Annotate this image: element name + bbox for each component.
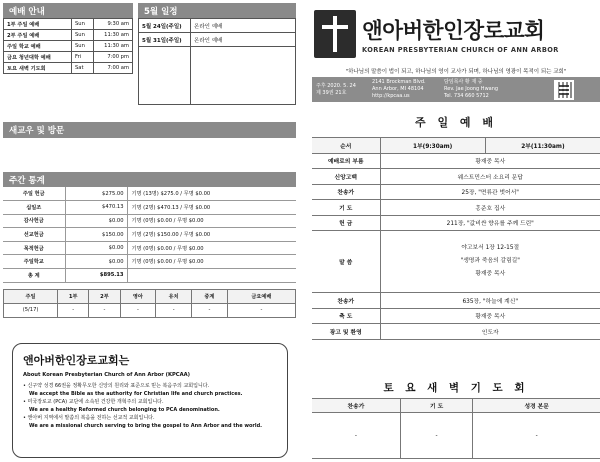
service-row <box>312 324 600 340</box>
service-row <box>312 215 600 231</box>
worship-time: 7:00 am <box>94 63 133 74</box>
attendance-value: - <box>156 303 192 317</box>
attendance-value: - <box>58 303 89 317</box>
about-item <box>23 382 277 398</box>
schedule-desc: 온라인 예배 <box>191 33 296 47</box>
worship-table <box>3 18 133 74</box>
schedule-row <box>139 33 296 47</box>
about-item-en: We are a missional church serving to bring the gospel to Ann Arbor and the world. <box>29 423 263 429</box>
worship-row <box>4 19 133 30</box>
offering-category: 주일 헌금 <box>3 187 65 201</box>
service-item-value: 인도자 <box>380 324 600 340</box>
sermon-passage: 야고보서 1장 12-15절 <box>461 245 520 251</box>
service-order-label: 순서 <box>312 138 380 154</box>
offering-category: 감사헌금 <box>3 214 65 228</box>
offering-amount: $470.13 <box>65 201 127 215</box>
newcomer-header: 새교우 및 방문 <box>3 122 296 138</box>
address-line: Ann Arbor, MI 48104 <box>372 86 424 92</box>
dawn-value: - <box>400 413 473 459</box>
offering-detail: 기명 (0명) $0.00 / 무명 $0.00 <box>127 241 296 255</box>
offering-row <box>3 187 296 201</box>
offering-category: 십일조 <box>3 201 65 215</box>
worship-time: 11:30 am <box>94 41 133 52</box>
attendance-col: 중계 <box>192 289 228 303</box>
sermon-preacher: 황재중 목사 <box>475 271 506 277</box>
service-row <box>312 169 600 185</box>
offering-detail: 기명 (2명) $470.13 / 무명 $0.00 <box>127 201 296 215</box>
schedule-desc: 온라인 예배 <box>191 19 296 33</box>
offering-detail: 기명 (0명) $0.00 / 무명 $0.00 <box>127 255 296 269</box>
church-name-korean: 앤아버한인장로교회 <box>362 19 545 44</box>
worship-name: 토요 새벽 기도회 <box>4 63 72 74</box>
bulletin-date <box>316 83 372 97</box>
schedule-date: 5월 24일(주일) <box>139 19 191 33</box>
service-item-label: 축 도 <box>312 308 380 324</box>
offering-total-amount: $895.13 <box>65 269 127 283</box>
sunday-service-title: 주 일 예 배 <box>415 116 497 129</box>
church-name-english: KOREAN PRESBYTERIAN CHURCH OF ANN ARBOR <box>362 46 559 54</box>
bulletin-date-line: 주후 2020. 5. 24 <box>316 82 356 89</box>
service-item-label: 찬송가 <box>312 293 380 309</box>
worship-time: 7:00 pm <box>94 52 133 63</box>
service-item-value: 25장, "면류관 벗어서" <box>380 184 600 200</box>
service-row <box>312 184 600 200</box>
service-item-value: 황재중 목사 <box>380 153 600 169</box>
worship-time: 9:30 am <box>94 19 133 30</box>
service-row <box>312 153 600 169</box>
service-item-label: 광고 및 환영 <box>312 324 380 340</box>
offering-row <box>3 255 296 269</box>
schedule-row <box>139 19 296 33</box>
offering-total-label: 총 계 <box>3 269 65 283</box>
right-column <box>304 0 600 462</box>
worship-day: Fri <box>72 52 94 63</box>
service-item-value: 황재중 목사 <box>380 308 600 324</box>
worship-row <box>4 52 133 63</box>
saturday-dawn-prayer-title: 토 요 새 벽 기 도 회 <box>383 382 529 394</box>
offering-detail: 기명 (2명) $150.00 / 무명 $0.00 <box>127 228 296 242</box>
dawn-value: - <box>312 413 400 459</box>
pastor-name-kr: 담임목사 황 재 중 <box>444 79 483 85</box>
sermon-title: "생명과 죽음의 갈림길" <box>460 258 520 264</box>
offering-category: 목적헌금 <box>3 241 65 255</box>
offering-category: 주일학교 <box>3 255 65 269</box>
attendance-value: - <box>120 303 156 317</box>
offering-row <box>3 241 296 255</box>
dawn-value: - <box>473 413 600 459</box>
worship-day: Sun <box>72 41 94 52</box>
worship-day: Sun <box>72 19 94 30</box>
about-title: 앤아버한인장로교회는 <box>23 354 130 367</box>
service-row <box>312 293 600 309</box>
attendance-value: - <box>227 303 295 317</box>
dawn-col: 찬송가 <box>312 399 400 413</box>
service-second-header: 2부(11:30am) <box>485 138 600 154</box>
church-motto: "하나님의 말씀이 법이 되고, 하나님의 영이 교사가 되며, 하나님의 영광이 목적이 되는 교회" <box>345 69 567 75</box>
service-item-label: 예배로의 부름 <box>312 153 380 169</box>
dawn-prayer-table <box>312 398 600 459</box>
weekly-stats <box>3 172 296 318</box>
schedule-row-empty <box>139 47 296 105</box>
schedule-header: 5월 일정 <box>138 3 296 18</box>
worship-name: 금요 청년대학 예배 <box>4 52 72 63</box>
about-item-en: We accept the Bible as the authority for Christian life and church practices. <box>29 391 243 397</box>
schedule-date: 5월 31일(주일) <box>139 33 191 47</box>
offering-amount: $0.00 <box>65 241 127 255</box>
offering-category: 선교헌금 <box>3 228 65 242</box>
worship-guide-header: 예배 안내 <box>3 3 133 18</box>
attendance-value: - <box>192 303 228 317</box>
attendance-col: 유치 <box>156 289 192 303</box>
schedule-table <box>138 18 296 105</box>
church-name-block <box>362 14 559 54</box>
dawn-col: 기 도 <box>400 399 473 413</box>
attendance-label: 주일 <box>4 289 58 303</box>
offering-total-row <box>3 269 296 283</box>
about-item-kr: • 앤아버 지역에서 말씀의 복음을 전하는 선교적 교회입니다. <box>23 415 155 421</box>
service-row <box>312 308 600 324</box>
sunday-service-table <box>312 137 600 340</box>
attendance-col: 영아 <box>120 289 156 303</box>
schedule-desc <box>191 47 296 105</box>
worship-day: Sat <box>72 63 94 74</box>
offering-table <box>3 187 296 283</box>
worship-guide <box>3 3 133 74</box>
service-item-label: 기 도 <box>312 200 380 216</box>
worship-time: 11:30 am <box>94 30 133 41</box>
offering-amount: $275.00 <box>65 187 127 201</box>
worship-day: Sun <box>72 30 94 41</box>
offering-row <box>3 228 296 242</box>
service-header-row <box>312 138 600 154</box>
offering-detail: 기명 (0명) $0.00 / 무명 $0.00 <box>127 214 296 228</box>
service-item-value: 홍준호 집사 <box>380 200 600 216</box>
service-item-label: 찬송가 <box>312 184 380 200</box>
service-row <box>312 200 600 216</box>
worship-name: 주일 학교 예배 <box>4 41 72 52</box>
sermon-block <box>380 231 600 293</box>
service-row-sermon <box>312 231 600 293</box>
worship-name: 1부 주일 예배 <box>4 19 72 30</box>
attendance-value-row <box>4 303 296 317</box>
monthly-schedule <box>138 3 296 105</box>
attendance-col: 1부 <box>58 289 89 303</box>
attendance-header-row <box>4 289 296 303</box>
service-item-label: 헌 금 <box>312 215 380 231</box>
bulletin-info-bar <box>312 77 600 102</box>
pastor-info <box>444 79 554 100</box>
offering-total-detail <box>127 269 296 283</box>
cross-logo-icon <box>314 10 356 58</box>
pastor-phone: Tel. 734 660 5712 <box>444 93 489 99</box>
service-item-value: 211장, "값비싼 향유를 주께 드린" <box>380 215 600 231</box>
pastor-name-en: Rev. Jae Joong Hwang <box>444 86 499 92</box>
website-link[interactable]: http://kpcaa.us <box>372 93 410 99</box>
about-item <box>23 398 277 414</box>
about-item-kr: • 미국장로교 (PCA) 교단에 소속된 건강한 개혁주의 교회입니다. <box>23 399 164 405</box>
about-item <box>23 414 277 430</box>
church-address <box>372 79 444 100</box>
offering-detail: 기명 (13명) $275.0 / 무명 $0.00 <box>127 187 296 201</box>
service-item-label: 신앙고백 <box>312 169 380 185</box>
church-header <box>314 6 598 62</box>
attendance-value: - <box>89 303 120 317</box>
service-first-header: 1부(9:30am) <box>380 138 485 154</box>
worship-row <box>4 63 133 74</box>
offering-row <box>3 201 296 215</box>
address-line: 2141 Brockman Blvd. <box>372 79 426 85</box>
about-item-kr: • 신구약 성경 66권을 정확무오한 신앙의 원리와 표준으로 믿는 복음주의 교회입니다. <box>23 383 210 389</box>
offering-row <box>3 214 296 228</box>
attendance-table <box>3 289 296 318</box>
attendance-col: 2부 <box>89 289 120 303</box>
worship-name: 2부 주일 예배 <box>4 30 72 41</box>
stats-header: 주간 통계 <box>3 172 296 187</box>
service-item-value: 635장, "하늘에 계신" <box>380 293 600 309</box>
qr-code-icon <box>554 80 574 100</box>
worship-row <box>4 41 133 52</box>
bulletin-volume-line: 제 39권 21호 <box>316 89 347 96</box>
about-item-en: We are a healthy Reformed church belonging to PCA denomination. <box>29 407 220 413</box>
schedule-date <box>139 47 191 105</box>
about-subtitle: About Korean Presbyterian Church of Ann Arbor (KPCAA) <box>23 372 191 378</box>
offering-amount: $0.00 <box>65 214 127 228</box>
offering-amount: $0.00 <box>65 255 127 269</box>
dawn-col: 성경 본문 <box>473 399 600 413</box>
offering-amount: $150.00 <box>65 228 127 242</box>
service-item-label: 말 씀 <box>312 231 380 293</box>
service-item-value: 웨스트민스터 소요리 문답 <box>380 169 600 185</box>
about-church-box <box>12 343 288 458</box>
worship-row <box>4 30 133 41</box>
attendance-date: (5/17) <box>4 303 58 317</box>
attendance-col: 금요예배 <box>227 289 295 303</box>
dawn-header-row <box>312 399 600 413</box>
dawn-value-row <box>312 413 600 459</box>
